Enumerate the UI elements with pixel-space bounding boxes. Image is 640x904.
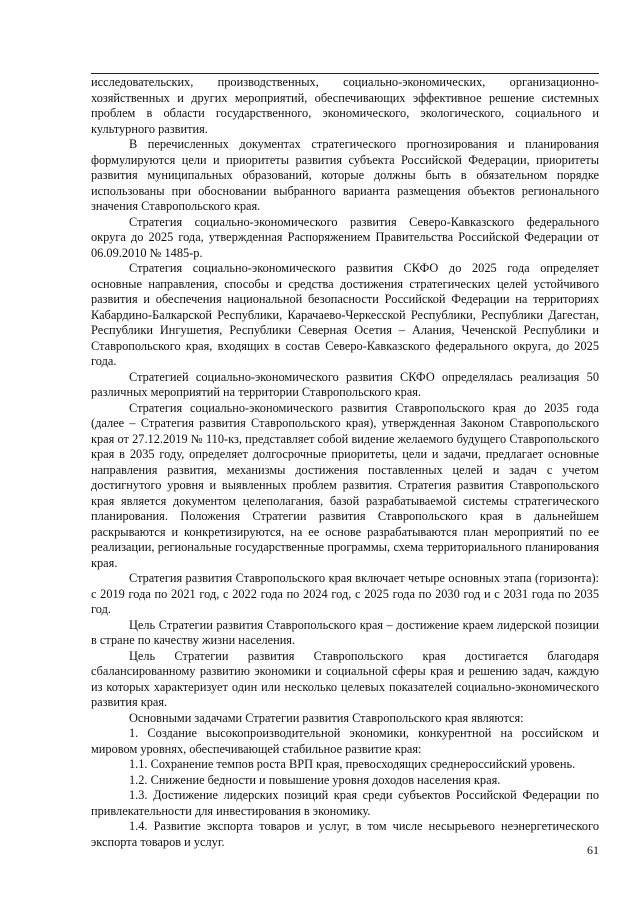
top-rule (91, 73, 599, 74)
paragraph-main-tasks-intro: Основными задачами Стратегии развития Ставропольского края являются: (129, 710, 524, 725)
list-item-task-1-3: 1.3. Достижение лидерских позиций края среди субъектов Российской Федерации по привлекательности для инвестирования в экономику. (91, 788, 599, 818)
paragraph-skfo-strategy-directions: Стратегия социально-экономического развития СКФО до 2025 года определяет основные направления, способы и средства достижения стратегических целей устойчивого развития и обеспечения национальной безопасности Российской Федерации на территориях Кабардино-Балкарской Республики, Карачаево-Черкесской Республики, Республики Дагестан, Республики Ингушетия, Республики Северная Осетия – Алания, Чеченской Республики и Ставропольского края, входящих в состав Северо-Кавказского федерального округа, до 2025 года. (91, 261, 599, 368)
list-item-task-1: 1. Создание высокопроизводительной экономики, конкурентной на российском и мировом уровнях, обеспечивающей стабильное развитие края: (91, 726, 599, 756)
paragraph-strategic-documents: В перечисленных документах стратегического прогнозирования и планирования формулируются цели и приоритеты развития субъекта Российской Федерации, приоритеты развития муниципальных образований, которые должны быть в обязательном порядке использованы при обосновании выбранного варианта размещения объектов регионального значения Ставропольского края. (91, 137, 599, 213)
paragraph-strategy-stages: Стратегия развития Ставропольского края включает четыре основных этапа (горизонта): с 2019 года по 2021 год, с 2022 года по 2024 год, с 2025 года по 2030 год и с 2031 года по 2035 год. (91, 571, 599, 616)
paragraph-skfo-strategy-title: Стратегия социально-экономического развития Северо-Кавказского федерального округа до 2025 года, утвержденная Распоряжением Правительства Российской Федерации от 06.09.2010 № 1485-р. (91, 214, 599, 260)
paragraph-skfo-measures: Стратегией социально-экономического развития СКФО определялась реализация 50 различных мероприятий на территории Ставропольского края. (91, 369, 599, 399)
list-item-task-1-2: 1.2. Снижение бедности и повышение уровня доходов населения края. (129, 772, 501, 787)
list-item-task-1-4: 1.4. Развитие экспорта товаров и услуг, в том числе несырьевого неэнергетического экспорта товаров и услуг. (91, 819, 599, 849)
paragraph-strategy-goal: Цель Стратегии развития Ставропольского края – достижение краем лидерской позиции в стране по качеству жизни населения. (91, 617, 599, 647)
paragraph-continuation: исследовательских, производственных, социально-экономических, организационно-хозяйственных и других мероприятий, обеспечивающих эффективное решение системных проблем в области государственного, экономического, экологического, социального и культурного развития. (91, 75, 599, 136)
paragraph-stavropol-strategy: Стратегия социально-экономического развития Ставропольского края до 2035 года (далее – Стратегия развития Ставропольского края), утвержденная Законом Ставропольского края от 27.12.2019 № 110-кз, представляет собой видение желаемого будущего Ставропольского края в 2035 году, определяет долгосрочные приоритеты, цели и задачи, предлагает основные направления развития, механизмы достижения поставленных целей и задач с учетом достигнутого уровня и выявленных проблем развития. Стратегия развития Ставропольского края является документом целеполагания, базой разрабатываемой системы стратегического планирования. Положения Стратегии развития Ставропольского края в дальнейшем раскрываются и конкретизируются, на ее основе разрабатываются план мероприятий по ее реализации, региональные государственные программы, схема территориального планирования края. (91, 400, 599, 570)
paragraph-goal-achievement: Цель Стратегии развития Ставропольского края достигается благодаря сбалансированному развитию экономики и социальной сферы края и решению задач, каждую из которых характеризует один или несколько целевых показателей социально-экономического развития края. (91, 648, 599, 709)
body-text (91, 75, 599, 850)
page-number: 61 (587, 843, 599, 857)
list-item-task-1-1: 1.1. Сохранение темпов роста ВРП края, превосходящих среднероссийский уровень. (129, 757, 576, 771)
